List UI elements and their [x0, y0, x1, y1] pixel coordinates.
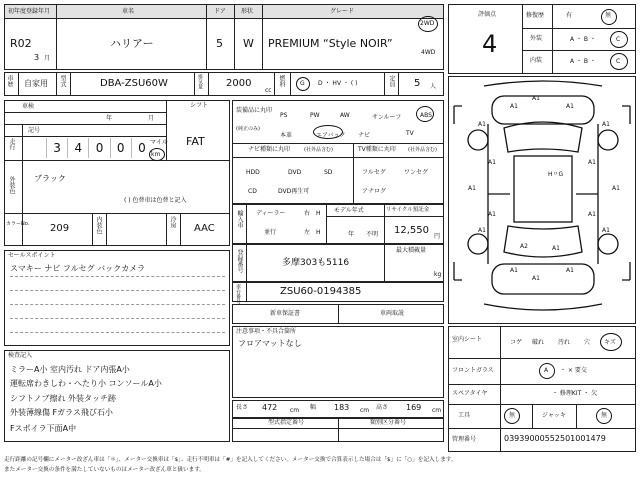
damage-mark: A1: [566, 267, 574, 274]
equipment-item: PS: [280, 112, 288, 119]
model-label: 型式: [59, 75, 66, 87]
usage-label: 車歴: [6, 75, 13, 87]
width-unit: cm: [360, 407, 370, 414]
equipment-item: AW: [340, 112, 350, 119]
equipment-item: PW: [310, 112, 320, 119]
color-label: 外装色: [8, 176, 15, 194]
grade-label: グレード: [330, 8, 355, 15]
length: 472: [262, 403, 278, 412]
handle-right: 右: [304, 210, 311, 217]
spare-items: ・ 修理KIT ・ 欠: [552, 390, 598, 397]
mile-label: マイル: [150, 139, 168, 146]
equipment-label: 装備品に丸印: [236, 107, 273, 114]
jack-sel: 無: [601, 412, 608, 419]
mileage-label: 走行: [8, 138, 15, 150]
abs-circle: [416, 106, 434, 122]
color-no-label: カラーNo.: [6, 221, 30, 227]
door-label: ドア: [214, 8, 226, 15]
warranty-label: 新車保証書: [270, 310, 301, 317]
damage-mark: A1: [602, 121, 610, 128]
repair-no: 無: [605, 12, 612, 19]
equipment-item: サンルーフ: [372, 114, 402, 121]
height-label: 高さ: [376, 404, 389, 411]
navi-cd: CD: [248, 188, 257, 195]
damage-mark: H〃G: [548, 171, 564, 178]
fuel-g: G: [300, 80, 305, 87]
damage-mark: A1: [510, 267, 518, 274]
interior-sel: C: [616, 58, 621, 65]
sales-points: スマキー ナビ フルセグ バックカメラ: [10, 264, 146, 273]
fuel-label: 燃料: [278, 75, 285, 87]
color-no: 209: [50, 223, 70, 234]
repair-label: 修復歴: [526, 12, 545, 19]
inspector-note-4: 外装薄線傷 Fガラス飛び石小: [10, 408, 113, 417]
damage-mark: A1: [566, 103, 574, 110]
height: 169: [406, 403, 422, 412]
yen: 円: [434, 233, 441, 240]
damage-mark: A1: [488, 159, 496, 166]
import-label: 輸入車: [236, 210, 243, 228]
seat-item-3: 汚れ: [558, 339, 571, 346]
interior-grades: A ・ B ・: [570, 58, 596, 65]
color-change-note: ( ) 色替車は色替と記入: [124, 197, 187, 204]
damage-mark: A1: [468, 185, 476, 192]
airbag-circle: [313, 125, 343, 139]
reg-year-label: 初年度登録年月: [8, 8, 51, 15]
navi-label: ナビ種類に丸印: [248, 146, 291, 153]
mileage-digits: [46, 138, 152, 158]
glass-sel: A: [544, 367, 549, 374]
usage: 自家用: [24, 79, 48, 88]
mgmt-label: 管理番号: [452, 436, 477, 443]
damage-marks: [448, 76, 636, 324]
category-label: 類別区分番号: [370, 419, 407, 426]
max-load-label: 最大積載量: [396, 247, 427, 254]
plate-label: 登録番号: [236, 249, 243, 273]
damage-mark: A1: [532, 275, 540, 282]
recycle-label: リサイクル預託金: [386, 207, 430, 213]
seat-item-4: 穴: [584, 339, 591, 346]
navi-dvd-play: DVD再生可: [278, 188, 310, 195]
navi-hdd: HDD: [246, 169, 260, 176]
mileage-digit: 3: [46, 138, 67, 158]
damage-mark: A1: [552, 245, 560, 252]
repair-yes: 有: [566, 12, 573, 19]
drive-4wd: 4WD: [421, 49, 436, 56]
navi-sd: SD: [324, 169, 333, 176]
inspector-note-2: 運転席わきしわ・へたり小 コンソールA小: [10, 379, 162, 388]
exterior-sel: C: [616, 36, 621, 43]
width-label: 幅: [310, 404, 317, 411]
equipment-item: ABS: [420, 112, 432, 119]
glass-label: フロントガラス: [452, 367, 494, 374]
length-label: 長さ: [236, 404, 249, 411]
interior-label-score: 内装: [530, 57, 543, 64]
tv-oneseg: ワンセグ: [404, 169, 429, 176]
handle-h2: H: [316, 229, 321, 236]
sales-points-label: セールスポイント: [8, 252, 56, 259]
year-unit: 年: [106, 115, 113, 122]
seat-label: 室内シート: [452, 336, 483, 343]
damage-mark: A1: [602, 227, 610, 234]
drive-2wd: 2WD: [420, 20, 435, 27]
inspector-note-5: Fスポイラ下面A中: [10, 424, 77, 433]
length-unit: cm: [290, 407, 300, 414]
tv-analog: アナログ: [362, 188, 387, 195]
footer-line1: 走行距離の記号欄にメーター改ざん車は「＊」、メーター交換車は「$」、走行不明車は「#」を記入してください。メーター交換で合算表示した場合は「$」に「○」を記入します。: [4, 457, 457, 463]
handle-h1: H: [316, 210, 321, 217]
model: DBA-ZSU60W: [100, 78, 168, 89]
damage-mark: A1: [532, 95, 540, 102]
damage-mark: A2: [520, 243, 528, 250]
kg: kg: [434, 271, 442, 278]
damage-mark: A1: [510, 103, 518, 110]
equipment-sub: (純正のみ): [236, 126, 260, 132]
inspection-label: 車検: [22, 103, 35, 110]
seat-sel: キズ: [604, 339, 616, 346]
equipment-item: 本革: [280, 132, 293, 139]
shift: FAT: [186, 135, 205, 148]
jack-label: ジャッキ: [542, 412, 566, 419]
mileage-digit: 0: [131, 138, 152, 158]
equipment-item: エアバック: [316, 132, 346, 139]
reg-month: 3: [34, 53, 40, 62]
inspector-note-3: シフトノブ擦れ 外装タッチ跡: [10, 394, 117, 403]
damage-mark: A1: [478, 227, 486, 234]
navi-dvd: DVD: [288, 169, 302, 176]
damage-mark: A1: [588, 159, 596, 166]
car-name: ハリアー: [110, 37, 154, 50]
reg-month-unit: 月: [44, 55, 51, 62]
chassis: ZSU60-0194385: [280, 286, 362, 297]
mileage-digit: 0: [110, 138, 131, 158]
ac-label: 冷房: [169, 216, 176, 228]
import-parallel: 並行: [264, 229, 277, 236]
shift-label: シフト: [190, 102, 209, 109]
handle-left: 左: [304, 229, 311, 236]
displacement-label: 排気量: [197, 74, 203, 89]
doors: 5: [216, 37, 223, 50]
tv-sub: (社外品含む): [408, 147, 437, 153]
spare-label: スペアタイヤ: [452, 390, 488, 397]
model-year-unknown: 不明: [366, 231, 379, 238]
seat-item-1: コゲ: [510, 339, 523, 346]
inspector-label: 検査記入: [8, 352, 33, 359]
import-dealer: ディーラー: [256, 210, 286, 217]
type-spec-label: 型式指定番号: [268, 419, 305, 426]
capacity-label: 定員: [388, 75, 395, 87]
chassis-label: 車台番号: [235, 284, 241, 304]
glass-rest: ・ × 要交: [560, 367, 587, 374]
color: ブラック: [34, 174, 66, 183]
ac: AAC: [194, 223, 215, 234]
damage-mark: A1: [478, 121, 486, 128]
score-label: 評価点: [478, 11, 497, 18]
exterior-grades: A ・ B ・: [570, 36, 596, 43]
mileage-digit: 4: [67, 138, 88, 158]
caution-label: 注意事項・不具合箇所: [236, 328, 297, 335]
recycle-amount: 12,550: [394, 225, 429, 236]
equipment-row2: [280, 128, 440, 140]
record-label: 記号: [28, 127, 41, 134]
shape-label: 形状: [241, 8, 254, 15]
inspector-note-1: ミラーA小 室内汚れ ドア内張A小: [10, 365, 130, 374]
footer-line2: またメーター交換の条件を満たしていないものはメーター改ざん車と扱います。: [4, 467, 205, 473]
damage-mark: A1: [488, 211, 496, 218]
score-value: 4: [482, 30, 498, 58]
width: 183: [334, 403, 350, 412]
cc: cc: [265, 87, 272, 94]
seat-item-2: 破れ: [532, 339, 545, 346]
plate: 多摩303も5116: [282, 258, 350, 268]
manual-label: 車両取説: [380, 310, 405, 317]
shape: W: [243, 37, 254, 50]
equipment-item: ナビ: [358, 132, 371, 139]
damage-mark: A1: [612, 185, 620, 192]
fuel-rest: D ・ HV ・ ( ): [318, 80, 358, 87]
damage-mark: A1: [588, 211, 596, 218]
tv-fullseg: フルセグ: [362, 169, 386, 176]
km-label: km: [151, 151, 161, 158]
caution: フロアマットなし: [238, 339, 302, 348]
mgmt: 0393900055250100147​9: [504, 434, 606, 443]
exterior-label: 外装: [530, 35, 543, 42]
tool-sel: 無: [509, 412, 516, 419]
month-unit: 月: [148, 115, 155, 122]
equipment-item: TV: [406, 130, 414, 137]
caution-box: [232, 326, 444, 398]
capacity: 5: [414, 78, 421, 89]
reg-year: R02: [10, 37, 32, 50]
navi-sub: (社外品含む): [304, 147, 333, 153]
model-year-label: モデル年式: [334, 207, 364, 214]
capacity-unit: 人: [430, 83, 437, 90]
height-unit: cm: [432, 407, 442, 414]
tool-label: 工具: [458, 412, 471, 419]
displacement: 2000: [226, 78, 252, 89]
model-year-unit: 年: [348, 231, 355, 238]
interior-label: 内装色: [95, 216, 102, 234]
mileage-digit: 0: [88, 138, 109, 158]
car-name-label: 車名: [122, 8, 135, 15]
grade: PREMIUM “Style NOIR”: [268, 37, 393, 50]
tv-label: TV種類に丸印: [358, 146, 396, 153]
